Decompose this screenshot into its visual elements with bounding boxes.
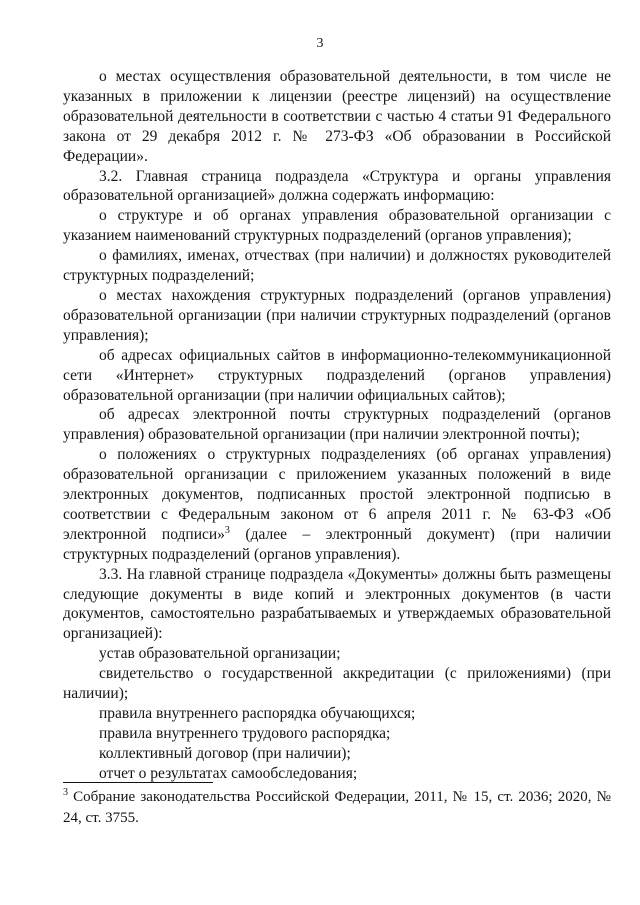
footnote-reference: 3 bbox=[224, 524, 230, 536]
footnote-number: 3 bbox=[63, 787, 68, 798]
page-number: 3 bbox=[316, 36, 324, 51]
paragraph-3-3-documents-page: 3.3. На главной странице подраздела «Документы» должны быть размещены следующие документы в виде копий и электронных документов (в части документов, самостоятельно разрабатываемых и утверждаемых образовательной организацией): bbox=[63, 565, 611, 643]
document-body bbox=[63, 67, 611, 784]
paragraph-official-websites: об адресах официальных сайтов в информационно-телекоммуникационной сети «Интернет» структурных подразделений (органов управления) образовательной организации (при наличии официальных сайтов); bbox=[63, 346, 611, 404]
document-list-item-labor-rules: правила внутреннего трудового распорядка; bbox=[99, 724, 391, 742]
unit-regulations-text-end: (далее – электронный документ) (при наличии структурных подразделений (органов управления). bbox=[63, 525, 611, 563]
paragraph-study-locations: о местах осуществления образовательной деятельности, в том числе не указанных в приложении к лицензии (реестре лицензий) на осуществление образовательной деятельности в соответствии с частью 4 статьи 91 Федерального закона от 29 декабря 2012 г. № 273-ФЗ «Об образовании в Российской Федерации». bbox=[63, 68, 611, 165]
paragraph-structure-and-bodies: о структуре и об органах управления образовательной организации с указанием наименований структурных подразделений (органов управления); bbox=[63, 207, 611, 245]
footnote-divider bbox=[63, 782, 213, 783]
document-list-item-student-rules: правила внутреннего распорядка обучающихся; bbox=[99, 705, 416, 722]
document-list-item-collective-agreement: коллективный договор (при наличии); bbox=[99, 744, 351, 762]
paragraph-email-addresses: об адресах электронной почты структурных подразделений (органов управления) образовательной организации (при наличии электронной почты); bbox=[63, 406, 611, 444]
document-list-item-accreditation: свидетельство о государственной аккредитации (с приложениями) (при наличии); bbox=[63, 665, 611, 703]
footnote bbox=[63, 787, 611, 828]
footnote-text: Собрание законодательства Российской Федерации, 2011, № 15, ст. 2036; 2020, № 24, ст. 3755. bbox=[63, 789, 611, 826]
paragraph-heads-names: о фамилиях, именах, отчествах (при наличии) и должностях руководителей структурных подразделений; bbox=[63, 247, 611, 285]
paragraph-3-2-structure-page: 3.2. Главная страница подраздела «Структура и органы управления образовательной организацией» должна содержать информацию: bbox=[63, 167, 611, 205]
paragraph-unit-locations: о местах нахождения структурных подразделений (органов управления) образовательной организации (при наличии структурных подразделений (органов управления); bbox=[63, 286, 611, 344]
unit-regulations-text-start: о положениях о структурных подразделениях (об органах управления) образовательной организации с приложением указанных положений в виде электронных документов, подписанных простой электронной подписью в соответствии с Федеральным законом от 6 апреля 2011 г. № 63-ФЗ «Об электронной подписи» bbox=[63, 446, 611, 543]
paragraph-unit-regulations bbox=[63, 445, 611, 564]
document-list-item-self-evaluation-report: отчет о результатах самообследования; bbox=[99, 764, 358, 782]
document-list-item-charter: устав образовательной организации; bbox=[99, 645, 341, 663]
